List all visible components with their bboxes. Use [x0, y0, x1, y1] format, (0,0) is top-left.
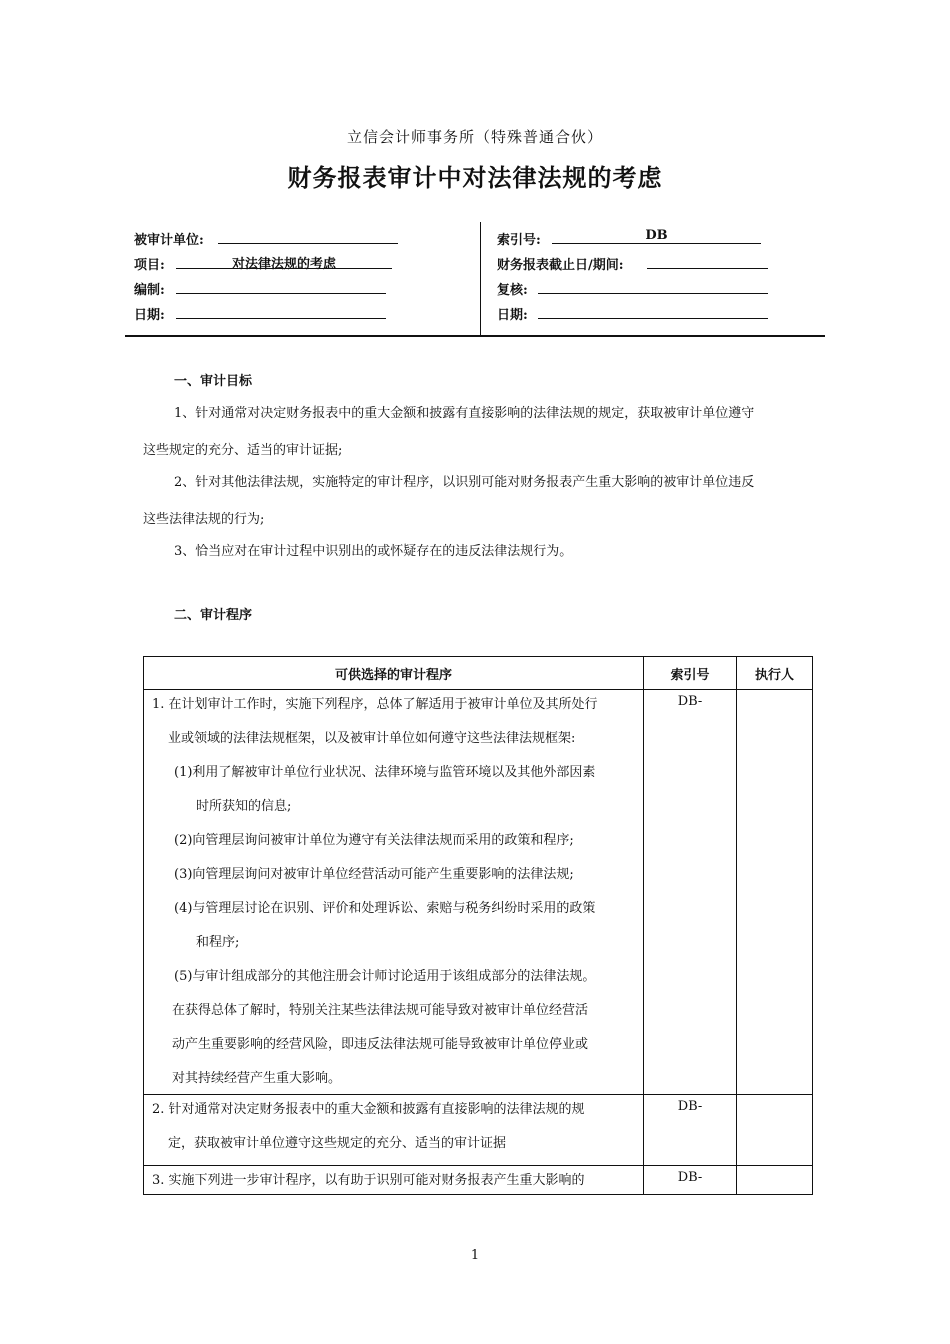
table-row [144, 690, 813, 1095]
procedure-line: 1. 在计划审计工作时，实施下列程序，总体了解适用于被审计单位及其所处行 [152, 697, 598, 712]
objective-2-line-2: 这些法律法规的行为; [143, 512, 265, 527]
procedure-cell [144, 1095, 644, 1166]
column-header-procedure: 可供选择的审计程序 [144, 657, 644, 690]
date-field-left [176, 303, 386, 319]
audited-unit-label: 被审计单位: [134, 233, 204, 248]
index-field: DB [552, 228, 761, 244]
executor-cell [737, 1095, 813, 1166]
procedures-table [143, 656, 813, 1195]
date-label-left: 日期: [134, 308, 165, 323]
document-title: 财务报表审计中对法律法规的考虑 [287, 163, 663, 192]
prepared-by-label: 编制: [134, 283, 165, 298]
date-label-right: 日期: [497, 308, 528, 323]
column-header-index: 索引号 [644, 657, 737, 690]
column-header-executor: 执行人 [737, 657, 813, 690]
table-row [144, 1095, 813, 1166]
objective-2-line-1: 2、针对其他法律法规，实施特定的审计程序，以识别可能对财务报表产生重大影响的被审计单位违反 [174, 475, 755, 490]
period-label: 财务报表截止日/期间: [497, 258, 624, 273]
procedure-line: 动产生重要影响的经营风险，即违反法律法规可能导致被审计单位停业或 [172, 1037, 589, 1052]
procedure-line: 对其持续经营产生重大影响。 [172, 1071, 342, 1086]
header-divider [480, 222, 481, 335]
project-label: 项目: [134, 258, 165, 273]
procedure-cell [144, 690, 644, 1095]
procedure-line: (2)向管理层询问被审计单位为遵守有关法律法规而采用的政策和程序; [174, 833, 574, 848]
review-field [538, 278, 768, 294]
project-field: 对法律法规的考虑 [176, 253, 392, 269]
page-number: 1 [470, 1248, 480, 1263]
procedure-line: 在获得总体了解时，特别关注某些法律法规可能导致对被审计单位经营活 [172, 1003, 589, 1018]
review-label: 复核: [497, 283, 528, 298]
procedure-line: (4)与管理层讨论在识别、评价和处理诉讼、索赔与税务纠纷时采用的政策 [174, 901, 596, 916]
procedure-line: (5)与审计组成部分的其他注册会计师讨论适用于该组成部分的法律法规。 [174, 969, 596, 984]
objective-3: 3、恰当应对在审计过程中识别出的或怀疑存在的违反法律法规行为。 [174, 544, 573, 559]
procedure-line: 定，获取被审计单位遵守这些规定的充分、适当的审计证据 [168, 1136, 507, 1151]
table-header-row [144, 657, 813, 690]
procedure-line: 和程序; [196, 935, 240, 950]
procedure-line: 3. 实施下列进一步审计程序，以有助于识别可能对财务报表产生重大影响的 [152, 1173, 585, 1188]
index-label: 索引号: [497, 233, 541, 248]
procedure-line: (1)利用了解被审计单位行业状况、法律环境与监管环境以及其他外部因素 [174, 765, 596, 780]
procedure-line: 2. 针对通常对决定财务报表中的重大金额和披露有直接影响的法律法规的规 [152, 1102, 585, 1117]
prepared-by-field [176, 278, 386, 294]
procedure-line: 时所获知的信息; [196, 799, 292, 814]
executor-cell [737, 1166, 813, 1195]
period-field [647, 253, 768, 269]
index-cell: DB- [644, 1166, 737, 1195]
procedure-line: (3)向管理层询问对被审计单位经营活动可能产生重要影响的法律法规; [174, 867, 574, 882]
procedure-cell [144, 1166, 644, 1195]
index-cell: DB- [644, 690, 737, 1095]
firm-name: 立信会计师事务所（特殊普通合伙） [346, 128, 603, 146]
date-field-right [538, 303, 768, 319]
audited-unit-field [218, 228, 398, 244]
header-rule [125, 335, 825, 337]
index-cell: DB- [644, 1095, 737, 1166]
procedures-heading: 二、审计程序 [174, 608, 253, 623]
executor-cell [737, 690, 813, 1095]
objective-1-line-2: 这些规定的充分、适当的审计证据; [143, 443, 343, 458]
objectives-heading: 一、审计目标 [174, 374, 253, 389]
procedure-line: 业或领域的法律法规框架，以及被审计单位如何遵守这些法律法规框架: [168, 731, 576, 746]
objective-1-line-1: 1、针对通常对决定财务报表中的重大金额和披露有直接影响的法律法规的规定，获取被审计单位遵守 [174, 406, 755, 421]
table-row [144, 1166, 813, 1195]
